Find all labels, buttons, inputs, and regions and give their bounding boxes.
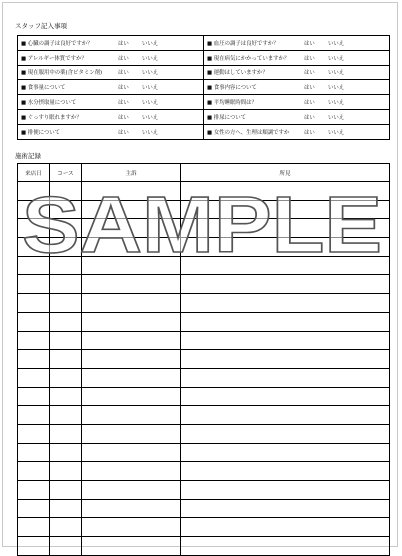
question-right: ■ 運動はしていますか？ bbox=[204, 65, 305, 80]
question-right: ■ 平均睡眠時間は？ bbox=[204, 95, 305, 110]
yes-option-right[interactable]: はい bbox=[304, 109, 328, 124]
no-option-left[interactable]: いいえ bbox=[142, 109, 204, 124]
watermark-text: SAMPLE bbox=[22, 189, 382, 259]
complaint-cell[interactable] bbox=[82, 256, 181, 275]
log-row bbox=[18, 238, 390, 257]
yes-option-right[interactable]: はい bbox=[304, 65, 328, 80]
course-cell[interactable] bbox=[50, 294, 82, 313]
findings-cell[interactable] bbox=[181, 499, 390, 518]
question-right: ■ 血圧の調子は良好ですか？ bbox=[204, 36, 305, 51]
yes-option-left[interactable]: はい bbox=[118, 109, 142, 124]
yes-option-left[interactable]: はい bbox=[118, 95, 142, 110]
log-header-row bbox=[18, 164, 390, 182]
findings-cell[interactable] bbox=[181, 219, 390, 238]
no-option-left[interactable]: いいえ bbox=[142, 80, 204, 95]
findings-cell[interactable] bbox=[181, 312, 390, 331]
question-left: ■ アレルギー体質ですか？ bbox=[18, 50, 119, 65]
visit-date-cell[interactable] bbox=[18, 424, 50, 443]
question-left: ■ 食事量について bbox=[18, 80, 119, 95]
complaint-cell[interactable] bbox=[82, 368, 181, 387]
complaint-cell[interactable] bbox=[82, 200, 181, 219]
no-option-right[interactable]: いいえ bbox=[328, 36, 390, 51]
question-right: ■ 食事内容について bbox=[204, 80, 305, 95]
complaint-cell[interactable] bbox=[82, 518, 181, 537]
course-cell[interactable] bbox=[50, 331, 82, 350]
course-cell[interactable] bbox=[50, 238, 82, 257]
log-row bbox=[18, 424, 390, 443]
findings-cell[interactable] bbox=[181, 331, 390, 350]
findings-cell[interactable] bbox=[181, 462, 390, 481]
findings-cell[interactable] bbox=[181, 537, 390, 556]
log-row bbox=[18, 443, 390, 462]
findings-cell[interactable] bbox=[181, 350, 390, 369]
visit-date-cell[interactable] bbox=[18, 331, 50, 350]
visit-date-cell[interactable] bbox=[18, 182, 50, 201]
log-row bbox=[18, 406, 390, 425]
header-visit-date: 来店日 bbox=[18, 164, 50, 182]
no-option-left[interactable]: いいえ bbox=[142, 95, 204, 110]
findings-cell[interactable] bbox=[181, 387, 390, 406]
complaint-cell[interactable] bbox=[82, 331, 181, 350]
no-option-left[interactable]: いいえ bbox=[142, 36, 204, 51]
log-row bbox=[18, 368, 390, 387]
course-cell[interactable] bbox=[50, 312, 82, 331]
log-row bbox=[18, 219, 390, 238]
checklist-row bbox=[18, 95, 390, 110]
header-findings: 所見 bbox=[181, 164, 390, 182]
log-row bbox=[18, 499, 390, 518]
complaint-cell[interactable] bbox=[82, 350, 181, 369]
findings-cell[interactable] bbox=[181, 238, 390, 257]
yes-option-left[interactable]: はい bbox=[118, 80, 142, 95]
visit-date-cell[interactable] bbox=[18, 275, 50, 294]
header-course: コース bbox=[50, 164, 82, 182]
log-row bbox=[18, 294, 390, 313]
log-row bbox=[18, 275, 390, 294]
visit-date-cell[interactable] bbox=[18, 312, 50, 331]
header-complaint: 主訴 bbox=[82, 164, 181, 182]
log-row bbox=[18, 537, 390, 556]
course-cell[interactable] bbox=[50, 537, 82, 556]
complaint-cell[interactable] bbox=[82, 499, 181, 518]
no-option-left[interactable]: いいえ bbox=[142, 50, 204, 65]
question-left: ■ 心臓の調子は良好ですか？ bbox=[18, 36, 119, 51]
no-option-right[interactable]: いいえ bbox=[328, 65, 390, 80]
yes-option-left[interactable]: はい bbox=[118, 65, 142, 80]
course-cell[interactable] bbox=[50, 256, 82, 275]
visit-date-cell[interactable] bbox=[18, 406, 50, 425]
yes-option-right[interactable]: はい bbox=[304, 80, 328, 95]
course-cell[interactable] bbox=[50, 499, 82, 518]
course-cell[interactable] bbox=[50, 406, 82, 425]
no-option-left[interactable]: いいえ bbox=[142, 124, 204, 139]
question-left: ■ 水分摂取量について bbox=[18, 95, 119, 110]
course-cell[interactable] bbox=[50, 368, 82, 387]
visit-date-cell[interactable] bbox=[18, 294, 50, 313]
question-left: ■ ぐっすり眠れますか？ bbox=[18, 109, 119, 124]
findings-cell[interactable] bbox=[181, 368, 390, 387]
yes-option-left[interactable]: はい bbox=[118, 124, 142, 139]
no-option-right[interactable]: いいえ bbox=[328, 95, 390, 110]
course-cell[interactable] bbox=[50, 219, 82, 238]
complaint-cell[interactable] bbox=[82, 387, 181, 406]
log-row bbox=[18, 182, 390, 201]
findings-cell[interactable] bbox=[181, 481, 390, 500]
visit-date-cell[interactable] bbox=[18, 481, 50, 500]
no-option-right[interactable]: いいえ bbox=[328, 50, 390, 65]
complaint-cell[interactable] bbox=[82, 537, 181, 556]
yes-option-right[interactable]: はい bbox=[304, 36, 328, 51]
course-cell[interactable] bbox=[50, 387, 82, 406]
course-cell[interactable] bbox=[50, 518, 82, 537]
findings-cell[interactable] bbox=[181, 294, 390, 313]
visit-date-cell[interactable] bbox=[18, 350, 50, 369]
course-cell[interactable] bbox=[50, 200, 82, 219]
visit-date-cell[interactable] bbox=[18, 518, 50, 537]
complaint-cell[interactable] bbox=[82, 462, 181, 481]
log-row bbox=[18, 200, 390, 219]
visit-date-cell[interactable] bbox=[18, 387, 50, 406]
question-right: ■ 現在病気にかかっていますか？ bbox=[204, 50, 305, 65]
visit-date-cell[interactable] bbox=[18, 238, 50, 257]
findings-cell[interactable] bbox=[181, 443, 390, 462]
findings-cell[interactable] bbox=[181, 200, 390, 219]
log-row bbox=[18, 331, 390, 350]
question-left: ■ 現在服用中の薬(含ビタミン剤) bbox=[18, 65, 119, 80]
findings-cell[interactable] bbox=[181, 182, 390, 201]
checklist-row bbox=[18, 109, 390, 124]
course-cell[interactable] bbox=[50, 182, 82, 201]
log-section-title: 施術記録 bbox=[15, 152, 41, 160]
checklist-row bbox=[18, 36, 390, 51]
form-page bbox=[2, 2, 398, 547]
visit-date-cell[interactable] bbox=[18, 200, 50, 219]
question-right: ■ 排尿について bbox=[204, 109, 305, 124]
complaint-cell[interactable] bbox=[82, 275, 181, 294]
complaint-cell[interactable] bbox=[82, 424, 181, 443]
no-option-right[interactable]: いいえ bbox=[328, 124, 390, 139]
complaint-cell[interactable] bbox=[82, 294, 181, 313]
findings-cell[interactable] bbox=[181, 424, 390, 443]
no-option-right[interactable]: いいえ bbox=[328, 80, 390, 95]
course-cell[interactable] bbox=[50, 424, 82, 443]
course-cell[interactable] bbox=[50, 350, 82, 369]
log-row bbox=[18, 518, 390, 537]
log-row bbox=[18, 256, 390, 275]
complaint-cell[interactable] bbox=[82, 443, 181, 462]
log-row bbox=[18, 350, 390, 369]
checklist-table bbox=[17, 35, 390, 140]
findings-cell[interactable] bbox=[181, 406, 390, 425]
visit-date-cell[interactable] bbox=[18, 368, 50, 387]
yes-option-right[interactable]: はい bbox=[304, 95, 328, 110]
course-cell[interactable] bbox=[50, 462, 82, 481]
question-right: ■ 女性の方へ、生理は順調ですか bbox=[204, 124, 305, 139]
checklist-row bbox=[18, 124, 390, 139]
yes-option-right[interactable]: はい bbox=[304, 50, 328, 65]
log-row bbox=[18, 462, 390, 481]
visit-date-cell[interactable] bbox=[18, 537, 50, 556]
checklist-row bbox=[18, 80, 390, 95]
course-cell[interactable] bbox=[50, 443, 82, 462]
course-cell[interactable] bbox=[50, 275, 82, 294]
complaint-cell[interactable] bbox=[82, 182, 181, 201]
yes-option-left[interactable]: はい bbox=[118, 36, 142, 51]
question-left: ■ 排便について bbox=[18, 124, 119, 139]
findings-cell[interactable] bbox=[181, 275, 390, 294]
findings-cell[interactable] bbox=[181, 518, 390, 537]
log-row bbox=[18, 312, 390, 331]
log-row bbox=[18, 481, 390, 500]
log-table bbox=[17, 163, 390, 556]
complaint-cell[interactable] bbox=[82, 481, 181, 500]
checklist-row bbox=[18, 50, 390, 65]
log-row bbox=[18, 387, 390, 406]
checklist-section-title: スタッフ記入事項 bbox=[15, 22, 67, 30]
visit-date-cell[interactable] bbox=[18, 219, 50, 238]
no-option-left[interactable]: いいえ bbox=[142, 65, 204, 80]
findings-cell[interactable] bbox=[181, 256, 390, 275]
yes-option-right[interactable]: はい bbox=[304, 124, 328, 139]
course-cell[interactable] bbox=[50, 481, 82, 500]
visit-date-cell[interactable] bbox=[18, 462, 50, 481]
yes-option-left[interactable]: はい bbox=[118, 50, 142, 65]
visit-date-cell[interactable] bbox=[18, 256, 50, 275]
visit-date-cell[interactable] bbox=[18, 443, 50, 462]
complaint-cell[interactable] bbox=[82, 312, 181, 331]
no-option-right[interactable]: いいえ bbox=[328, 109, 390, 124]
visit-date-cell[interactable] bbox=[18, 499, 50, 518]
complaint-cell[interactable] bbox=[82, 238, 181, 257]
complaint-cell[interactable] bbox=[82, 406, 181, 425]
complaint-cell[interactable] bbox=[82, 219, 181, 238]
checklist-row bbox=[18, 65, 390, 80]
